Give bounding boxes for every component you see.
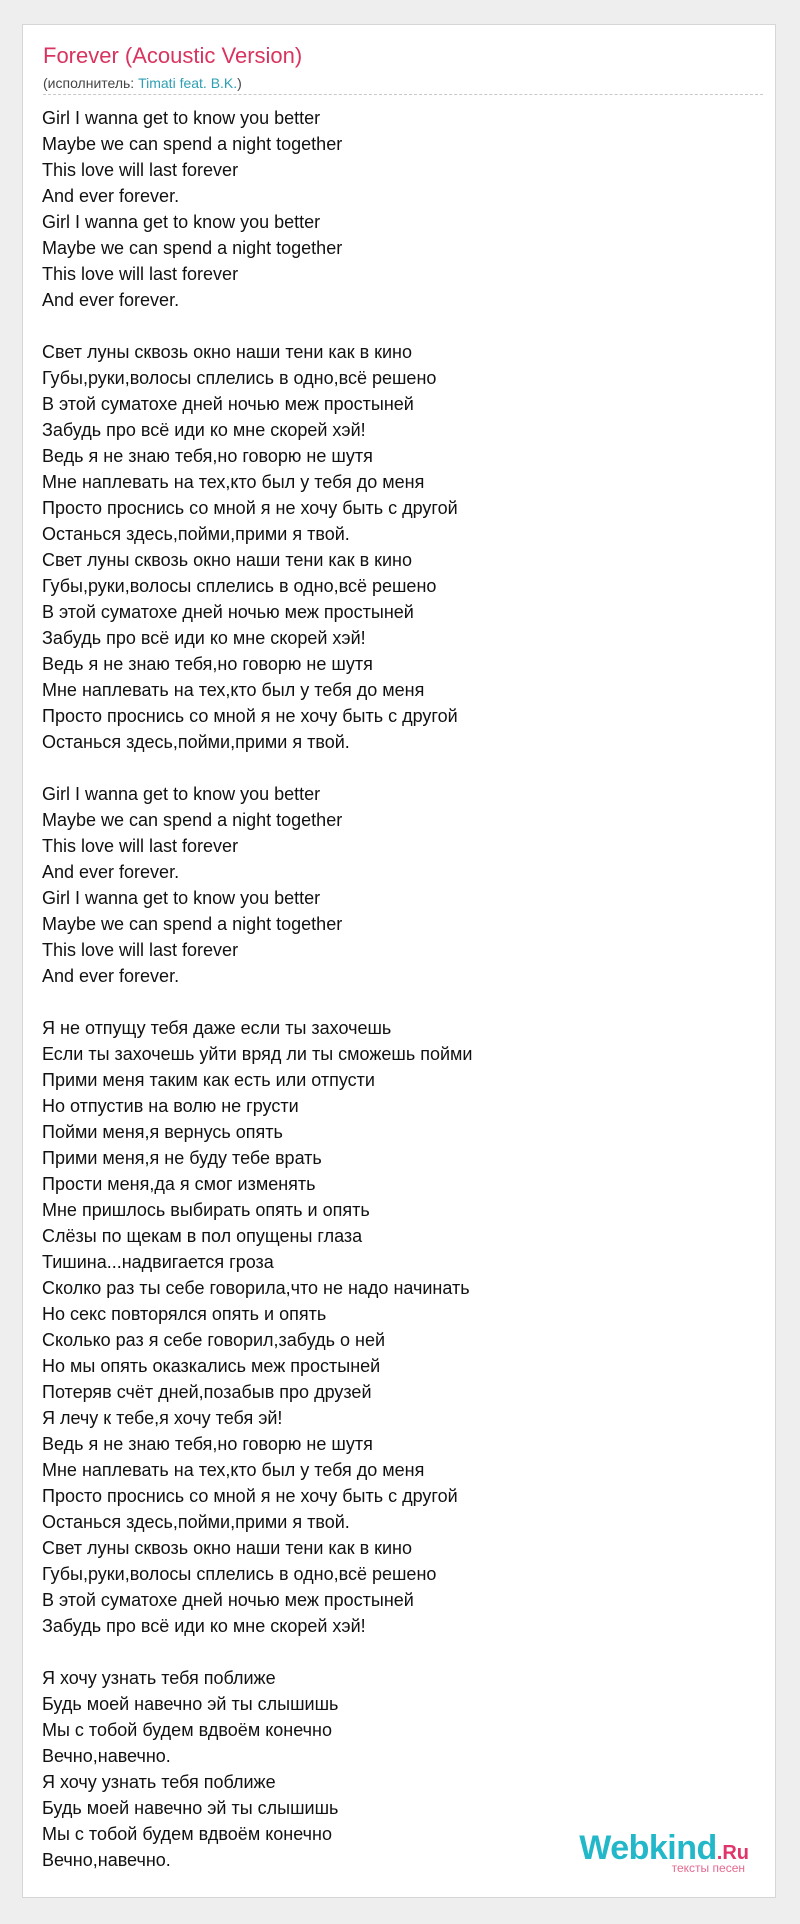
- lyric-line: Maybe we can spend a night together: [42, 238, 343, 258]
- logo-tagline: тексты песен: [671, 1861, 745, 1875]
- lyric-line: This love will last forever: [42, 836, 239, 856]
- lyric-line: Мы с тобой будем вдвоём конечно: [42, 1720, 332, 1740]
- lyric-line: Мне наплевать на тех,кто был у тебя до меня: [42, 680, 425, 700]
- lyric-line: Я не отпущу тебя даже если ты захочешь: [42, 1018, 392, 1038]
- lyric-line: And ever forever.: [42, 290, 180, 310]
- stanza-gap: [42, 1639, 742, 1665]
- logo-domain: .Ru: [716, 1842, 749, 1864]
- artist-byline: [43, 75, 242, 91]
- lyric-line: Свет луны сквозь окно наши тени как в кино: [42, 550, 413, 570]
- lyric-line: Но секс повторялся опять и опять: [42, 1304, 327, 1324]
- lyric-line: Но мы опять оказкались меж простыней: [42, 1356, 381, 1376]
- stanza-gap: [42, 313, 742, 339]
- lyric-line: Будь моей навечно эй ты слышишь: [42, 1798, 339, 1818]
- lyric-line: Мне наплевать на тех,кто был у тебя до меня: [42, 1460, 425, 1480]
- lyric-line: Ведь я не знаю тебя,но говорю не шутя: [42, 654, 373, 674]
- lyric-line: Свет луны сквозь окно наши тени как в кино: [42, 342, 413, 362]
- lyric-line: Maybe we can spend a night together: [42, 134, 343, 154]
- lyric-line: This love will last forever: [42, 264, 239, 284]
- logo-wordmark: [579, 1831, 749, 1865]
- lyric-line: Girl I wanna get to know you better: [42, 212, 321, 232]
- lyric-line: Сколко раз ты себе говорила,что не надо начинать: [42, 1278, 470, 1298]
- lyric-line: Останься здесь,пойми,прими я твой.: [42, 524, 350, 544]
- stanza-gap: [42, 755, 742, 781]
- lyric-line: Останься здесь,пойми,прими я твой.: [42, 732, 350, 752]
- lyric-line: Я лечу к тебе,я хочу тебя эй!: [42, 1408, 283, 1428]
- lyric-line: Губы,руки,волосы сплелись в одно,всё решено: [42, 1564, 437, 1584]
- lyric-line: Сколько раз я себе говорил,забудь о ней: [42, 1330, 386, 1350]
- logo-name: Webkind: [579, 1829, 717, 1867]
- lyric-line: Останься здесь,пойми,прими я твой.: [42, 1512, 350, 1532]
- lyric-line: Но отпустив на волю не грусти: [42, 1096, 299, 1116]
- lyric-line: Girl I wanna get to know you better: [42, 888, 321, 908]
- lyric-line: And ever forever.: [42, 966, 180, 986]
- song-title: Forever (Acoustic Version): [43, 43, 303, 68]
- lyric-line: This love will last forever: [42, 160, 239, 180]
- lyric-line: Слёзы по щекам в пол опущены глаза: [42, 1226, 363, 1246]
- lyric-line: Вечно,навечно.: [42, 1746, 171, 1766]
- lyric-line: Прости меня,да я смог изменять: [42, 1174, 316, 1194]
- lyric-line: Вечно,навечно.: [42, 1850, 171, 1870]
- artist-link[interactable]: Timati feat. B.K.: [138, 75, 238, 91]
- lyrics-body: [42, 105, 742, 1873]
- lyric-line: And ever forever.: [42, 862, 180, 882]
- lyric-line: Мне наплевать на тех,кто был у тебя до меня: [42, 472, 425, 492]
- lyric-line: Maybe we can spend a night together: [42, 810, 343, 830]
- verse-1: [42, 105, 742, 313]
- stanza-gap: [42, 989, 742, 1015]
- lyric-line: Прими меня,я не буду тебе врать: [42, 1148, 322, 1168]
- title-divider: [43, 94, 763, 95]
- lyric-line: Забудь про всё иди ко мне скорей хэй!: [42, 420, 366, 440]
- verse-3: [42, 781, 742, 989]
- lyric-line: Просто проснись со мной я не хочу быть с другой: [42, 706, 458, 726]
- lyric-line: Свет луны сквозь окно наши тени как в кино: [42, 1538, 413, 1558]
- lyric-line: Забудь про всё иди ко мне скорей хэй!: [42, 628, 366, 648]
- lyric-line: Будь моей навечно эй ты слышишь: [42, 1694, 339, 1714]
- lyric-line: В этой суматохе дней ночью меж простыней: [42, 394, 414, 414]
- lyrics-card: [22, 24, 776, 1898]
- lyric-line: Я хочу узнать тебя поближе: [42, 1772, 276, 1792]
- lyric-line: This love will last forever: [42, 940, 239, 960]
- byline-suffix: ): [237, 75, 242, 91]
- lyric-line: Губы,руки,волосы сплелись в одно,всё решено: [42, 368, 437, 388]
- lyric-line: Потеряв счёт дней,позабыв про друзей: [42, 1382, 372, 1402]
- lyric-line: Губы,руки,волосы сплелись в одно,всё решено: [42, 576, 437, 596]
- verse-2: [42, 339, 742, 755]
- lyric-line: Maybe we can spend a night together: [42, 914, 343, 934]
- lyric-line: Просто проснись со мной я не хочу быть с другой: [42, 1486, 458, 1506]
- lyric-line: Girl I wanna get to know you better: [42, 784, 321, 804]
- site-logo[interactable]: [579, 1831, 749, 1875]
- lyric-line: Если ты захочешь уйти вряд ли ты сможешь пойми: [42, 1044, 473, 1064]
- lyric-line: Girl I wanna get to know you better: [42, 108, 321, 128]
- lyric-line: Пойми меня,я вернусь опять: [42, 1122, 283, 1142]
- lyric-line: Мы с тобой будем вдвоём конечно: [42, 1824, 332, 1844]
- lyric-line: Забудь про всё иди ко мне скорей хэй!: [42, 1616, 366, 1636]
- lyric-line: Тишина...надвигается гроза: [42, 1252, 274, 1272]
- lyric-line: Мне пришлось выбирать опять и опять: [42, 1200, 370, 1220]
- byline-prefix: (исполнитель:: [43, 75, 139, 91]
- lyric-line: Ведь я не знаю тебя,но говорю не шутя: [42, 1434, 373, 1454]
- lyric-line: Прими меня таким как есть или отпусти: [42, 1070, 375, 1090]
- lyric-line: Ведь я не знаю тебя,но говорю не шутя: [42, 446, 373, 466]
- lyric-line: And ever forever.: [42, 186, 180, 206]
- lyric-line: Просто проснись со мной я не хочу быть с другой: [42, 498, 458, 518]
- lyric-line: В этой суматохе дней ночью меж простыней: [42, 602, 414, 622]
- verse-4: [42, 1015, 742, 1639]
- lyric-line: Я хочу узнать тебя поближе: [42, 1668, 276, 1688]
- lyric-line: В этой суматохе дней ночью меж простыней: [42, 1590, 414, 1610]
